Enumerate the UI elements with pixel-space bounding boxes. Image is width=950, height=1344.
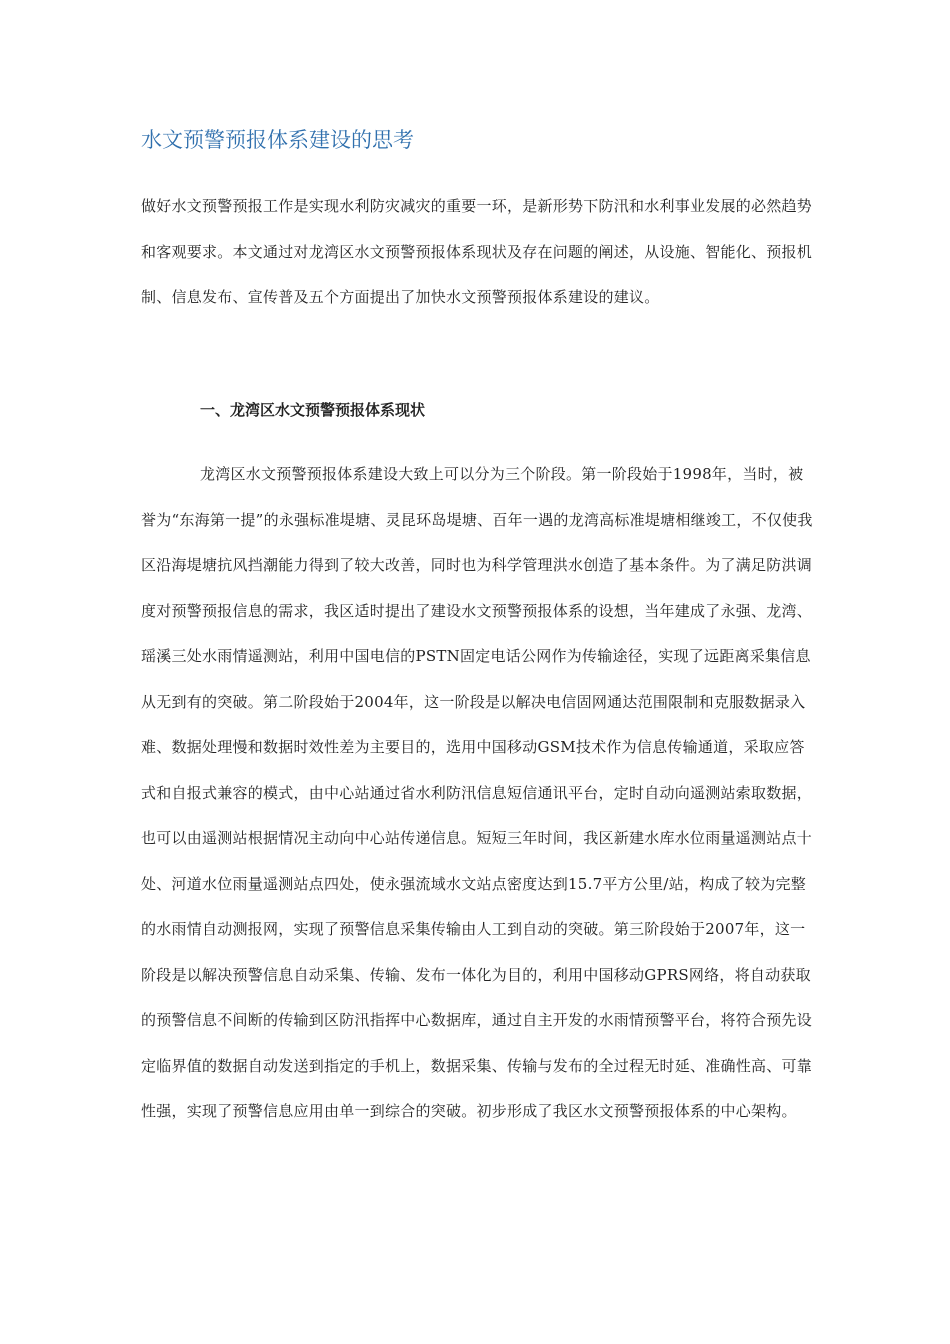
section-heading: 一、龙湾区水文预警预报体系现状 <box>200 401 426 419</box>
abstract-paragraph: 做好水文预警预报工作是实现水利防灾减灾的重要一环，是新形势下防汛和水利事业发展的必然趋势和客观要求。本文通过对龙湾区水文预警预报体系现状及存在问题的阐述，从设施、智能化、预报机制、信息发布、宣传普及五个方面提出了加快水文预警预报体系建设的建议。 <box>141 197 813 306</box>
body-paragraph: 龙湾区水文预警预报体系建设大致上可以分为三个阶段。第一阶段始于1998年，当时，被誉为“东海第一提”的永强标准堤塘、灵昆环岛堤塘、百年一遇的龙湾高标准堤塘相继竣工，不仅使我区沿海堤塘抗风挡潮能力得到了较大改善，同时也为科学管理洪水创造了基本条件。为了满足防洪调度对预警预报信息的需求，我区适时提出了建设水文预警预报体系的设想，当年建成了永强、龙湾、瑶溪三处水雨情遥测站，利用中国电信的PSTN固定电话公网作为传输途径，实现了远距离采集信息从无到有的突破。第二阶段始于2004年，这一阶段是以解决电信固网通达范围限制和克服数据录入难、数据处理慢和数据时效性差为主要目的，选用中国移动GSM技术作为信息传输通道，采取应答式和自报式兼容的模式，由中心站通过省水利防汛信息短信通讯平台，定时自动向遥测站索取数据，也可以由遥测站根据情况主动向中心站传递信息。短短三年时间，我区新建水库水位雨量遥测站点十处、河道水位雨量遥测站点四处，使永强流域水文站点密度达到15.7平方公里/站，构成了较为完整的水雨情自动测报网，实现了预警信息采集传输由人工到自动的突破。第三阶段始于2007年，这一阶段是以解决预警信息自动采集、传输、发布一体化为目的，利用中国移动GPRS网络，将自动获取的预警信息不间断的传输到区防汛指挥中心数据库，通过自主开发的水雨情预警平台，将符合预先设定临界值的数据自动发送到指定的手机上，数据采集、传输与发布的全过程无时延、准确性高、可靠性强，实现了预警信息应用由单一到综合的突破。初步形成了我区水文预警预报体系的中心架构。 <box>141 465 813 1120</box>
document-title: 水文预警预报体系建设的思考 <box>141 128 414 152</box>
